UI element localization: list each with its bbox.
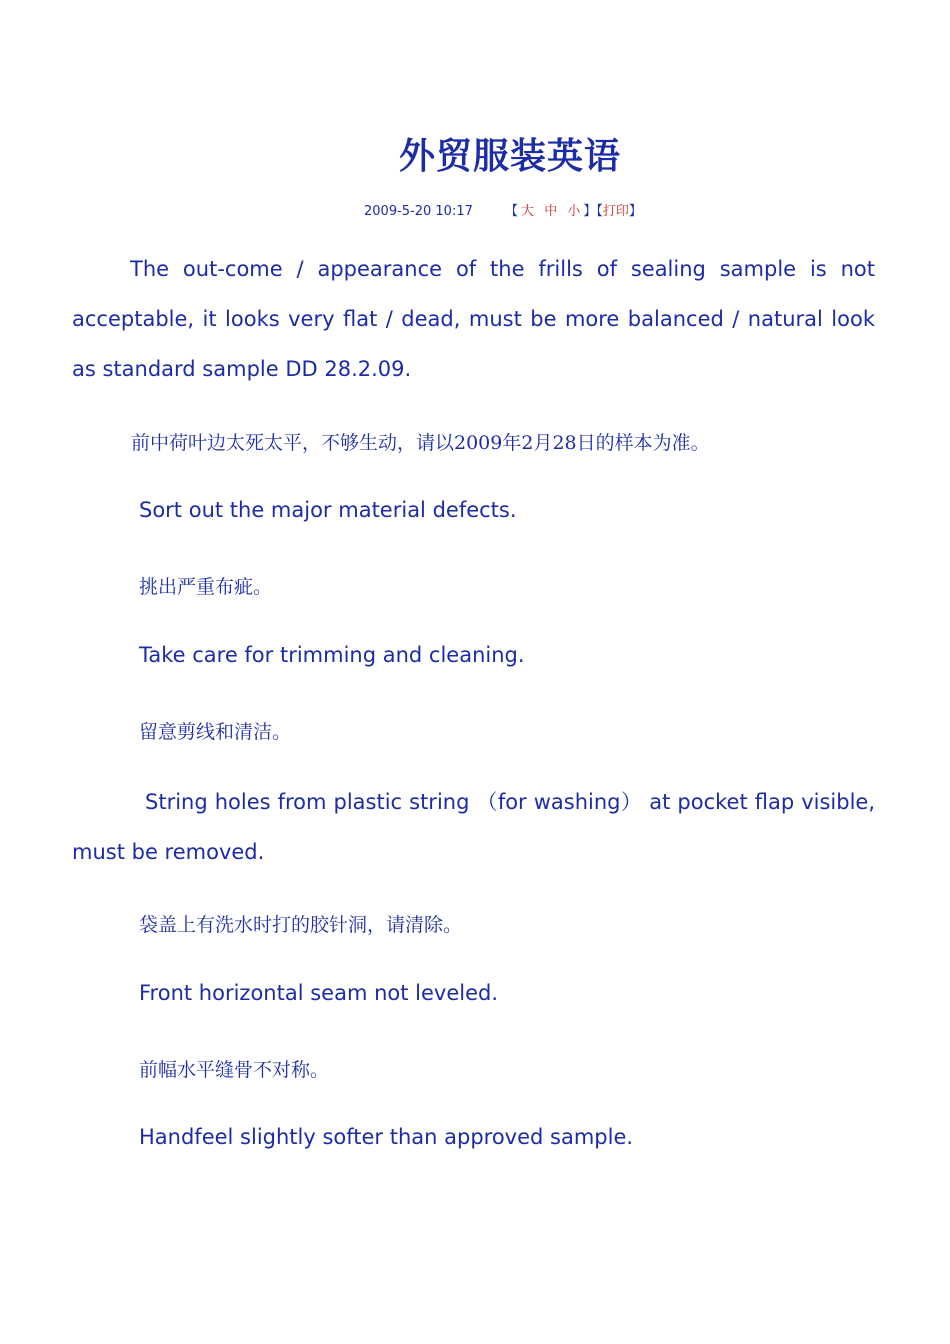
paragraph-en-2: Sort out the major material defects. — [139, 498, 517, 522]
paragraph-en-3: Take care for trimming and cleaning. — [139, 643, 525, 667]
paragraph-zh-3: 留意剪线和清洁。 — [139, 721, 292, 743]
font-size-small-link[interactable]: 小 — [567, 204, 581, 219]
article-meta — [364, 200, 642, 219]
font-size-options — [518, 204, 583, 219]
paragraph-en-4 — [72, 777, 875, 877]
paragraph-zh-5: 前幅水平缝骨不对称。 — [139, 1059, 330, 1081]
print-bracket-close: 】 — [628, 204, 642, 219]
font-size-medium-link[interactable]: 中 — [544, 204, 558, 219]
paragraph-en-1 — [72, 244, 875, 394]
print-bracket-open: 【 — [596, 204, 603, 219]
page-title: 外贸服装英语 — [398, 135, 621, 177]
paragraph-en-6: Handfeel slightly softer than approved sample. — [139, 1125, 634, 1149]
paragraph-text: The out-come / appearance of the frills of sealing sample is not acceptable, it looks very flat / dead, must be more balanced / natural look as standard sample DD 28.2.09. — [72, 257, 875, 381]
paragraph-text: String holes from plastic string （for washing） at pocket flap visible, must be removed. — [72, 790, 875, 864]
publish-date: 2009-5-20 10:17 — [364, 204, 473, 219]
paragraph-zh-2: 挑出严重布疵。 — [139, 576, 273, 598]
print-link[interactable]: 打印 — [602, 204, 629, 219]
paragraph-en-5: Front horizontal seam not leveled. — [139, 981, 498, 1005]
size-bracket-close: 】 — [583, 204, 597, 219]
paragraph-zh-1: 前中荷叶边太死太平，不够生动，请以2009年2月28日的样本为准。 — [131, 432, 710, 454]
paragraph-zh-4: 袋盖上有洗水时打的胶针洞，请清除。 — [139, 914, 463, 936]
size-bracket-open: 【 — [505, 204, 519, 219]
font-size-large-link[interactable]: 大 — [521, 204, 535, 219]
